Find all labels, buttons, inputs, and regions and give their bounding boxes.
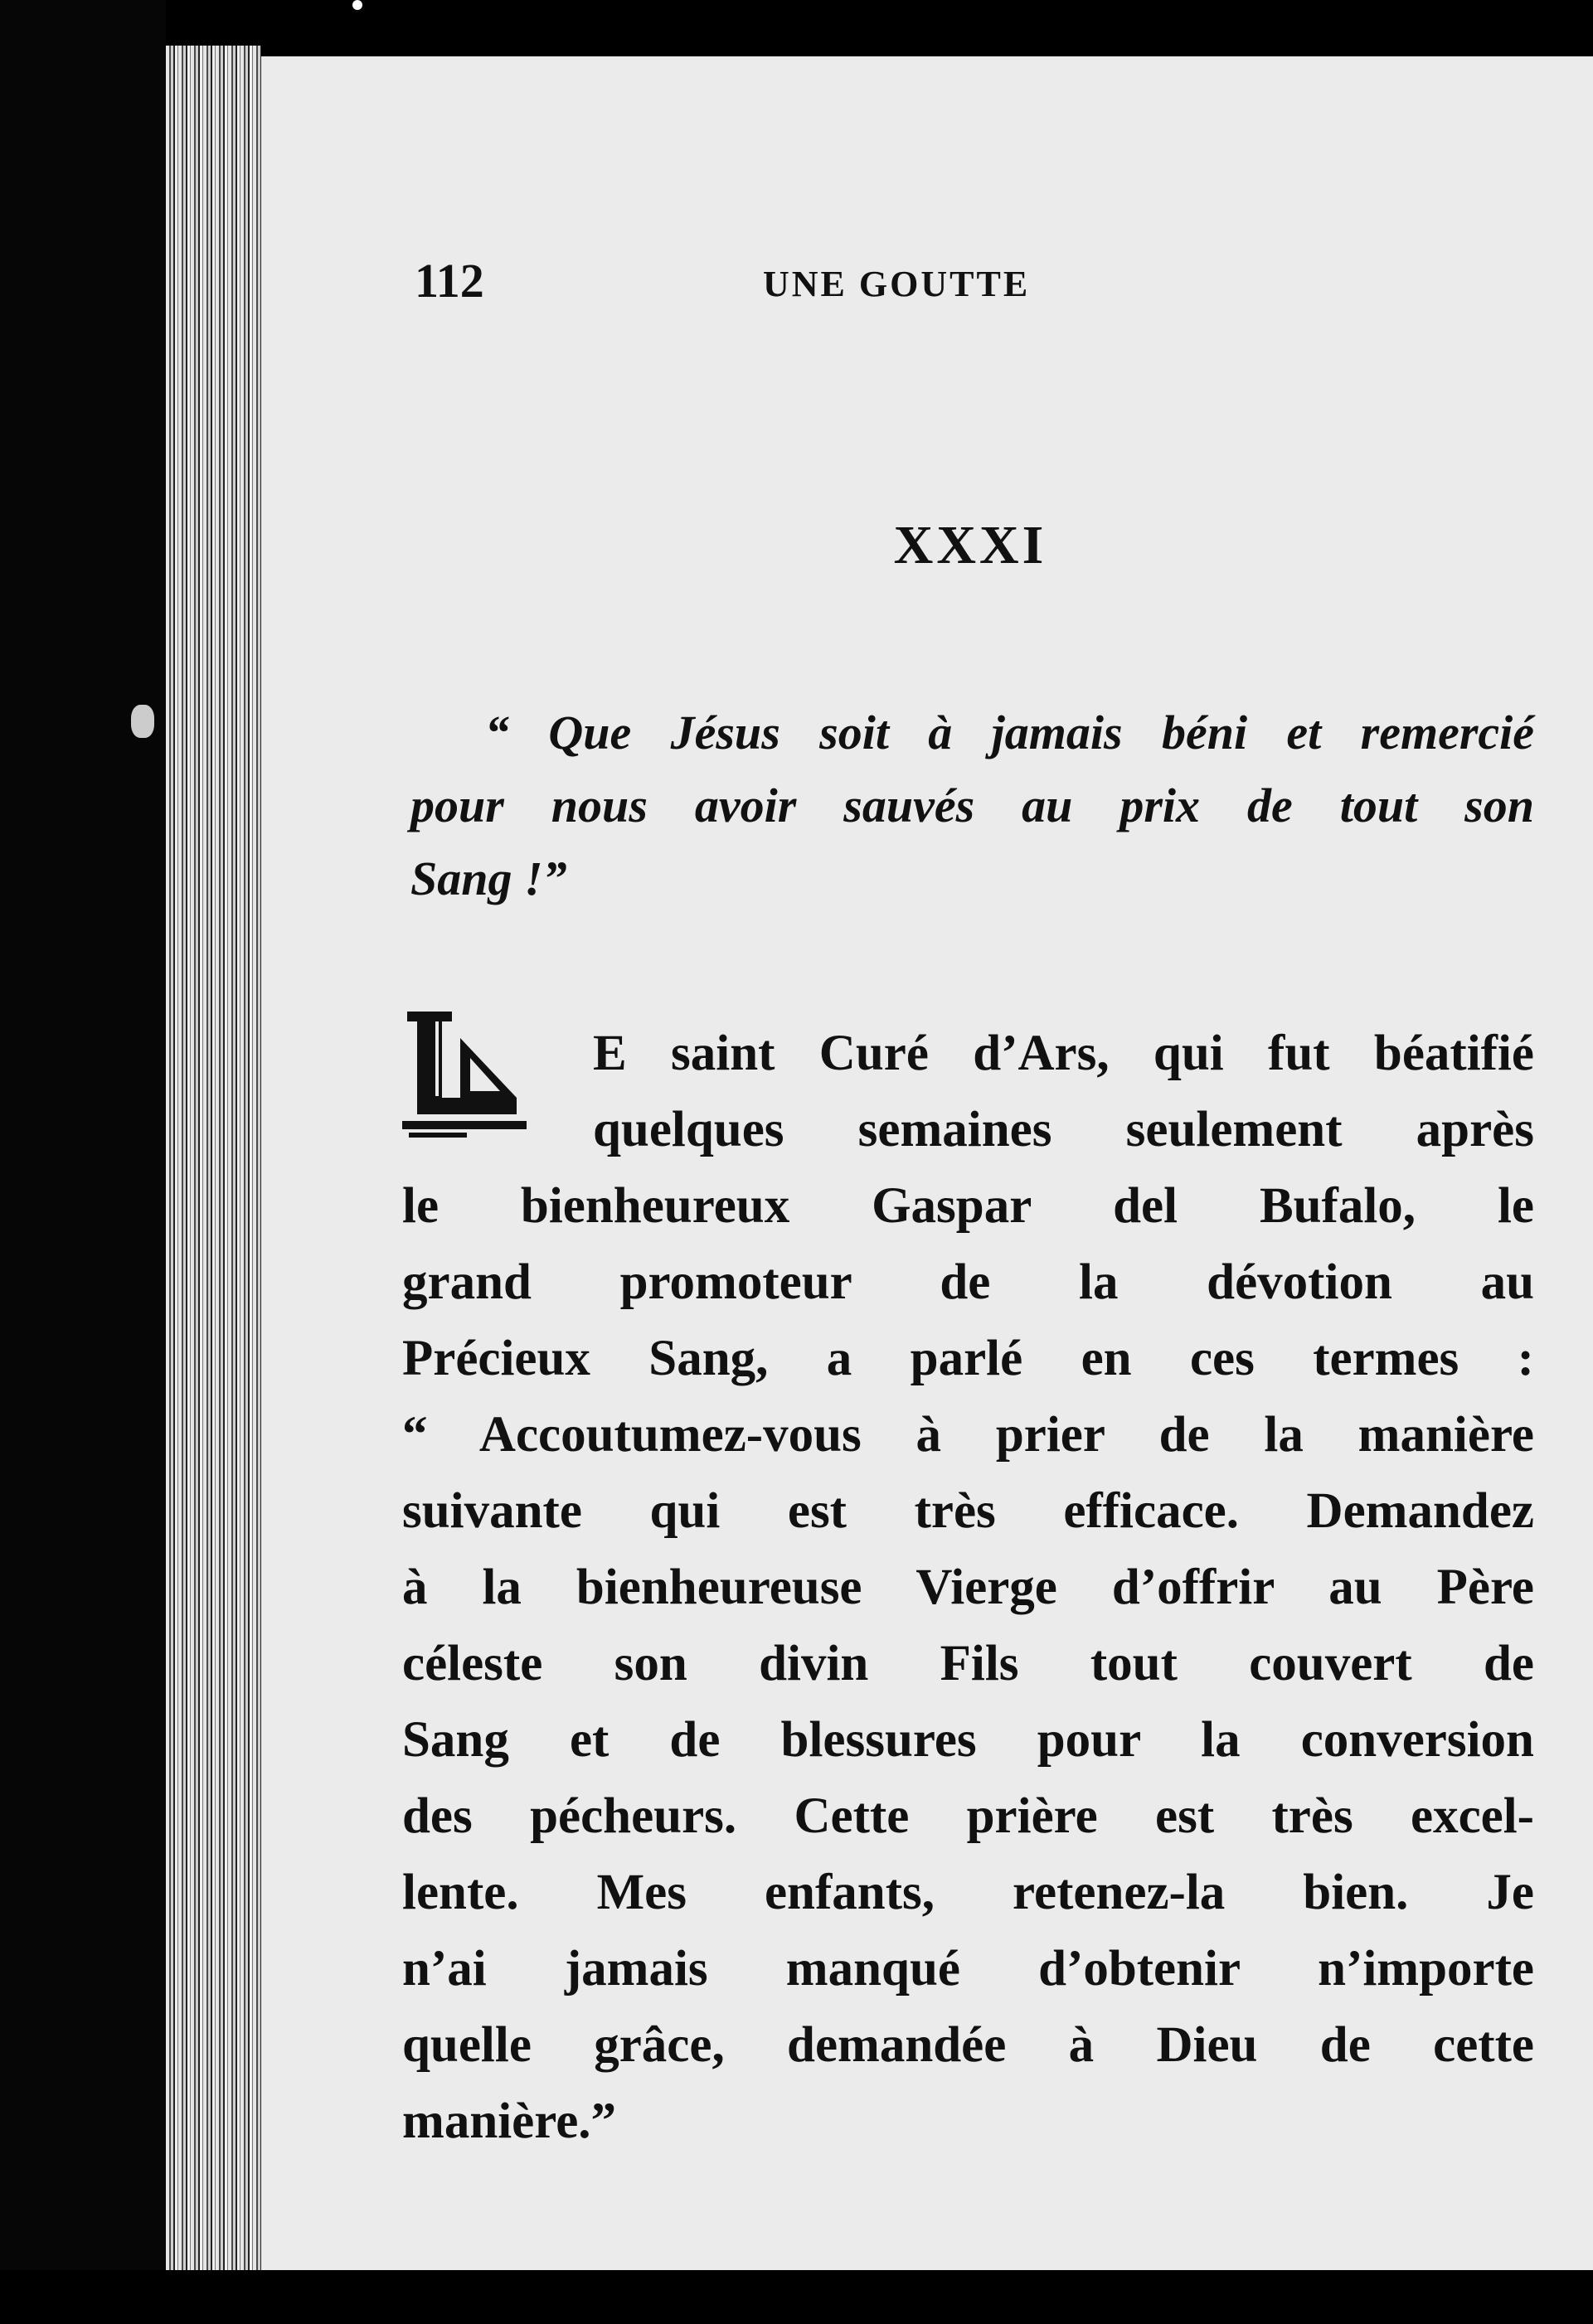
body-line: céleste son divin Fils tout couvert de [402,1636,1534,1691]
body-line: des pécheurs. Cette prière est très excel- [402,1788,1534,1844]
epigraph-line: pour nous avoir sauvés au prix de tout son [410,779,1534,832]
body-line: à la bienheureuse Vierge d’offrir au Père [402,1560,1534,1615]
body-line: Sang et de blessures pour la conversion [402,1712,1534,1768]
body-line: lente. Mes enfants, retenez-la bien. Je [402,1865,1534,1920]
body-line: grand promoteur de la dévotion au [402,1254,1534,1310]
body-line: quelle grâce, demandée à Dieu de cette [402,2017,1534,2073]
book-page-edges [166,46,261,2276]
body-line: Précieux Sang, a parlé en ces termes : [402,1331,1534,1386]
body-line: manière.” [402,2094,617,2149]
epigraph [410,696,1534,915]
scan-blemish [131,705,154,738]
epigraph-line: “ Que Jésus soit à jamais béni et remercié [485,706,1534,759]
running-title: UNE GOUTTE [763,264,1031,304]
body-line: n’ai jamais manqué d’obtenir n’importe [402,1941,1534,1997]
scan-speck [352,0,362,10]
body-line: suivante qui est très efficace. Demandez [402,1483,1534,1539]
body-line: E saint Curé d’Ars, qui fut béatifié [593,1026,1534,1081]
body-line: le bienheureux Gaspar del Bufalo, le [402,1178,1534,1234]
running-header [415,253,1559,319]
chapter-number: XXXI [893,515,1047,575]
body-paragraph [402,1016,1534,2160]
epigraph-line: Sang !” [410,851,567,905]
body-line: “ Accoutumez-vous à prier de la manière [402,1407,1534,1463]
scan-bottom-border [0,2270,1593,2324]
body-line: quelques semaines seulement après [593,1102,1534,1157]
scan-left-border [0,0,166,2324]
page-number: 112 [415,254,484,308]
